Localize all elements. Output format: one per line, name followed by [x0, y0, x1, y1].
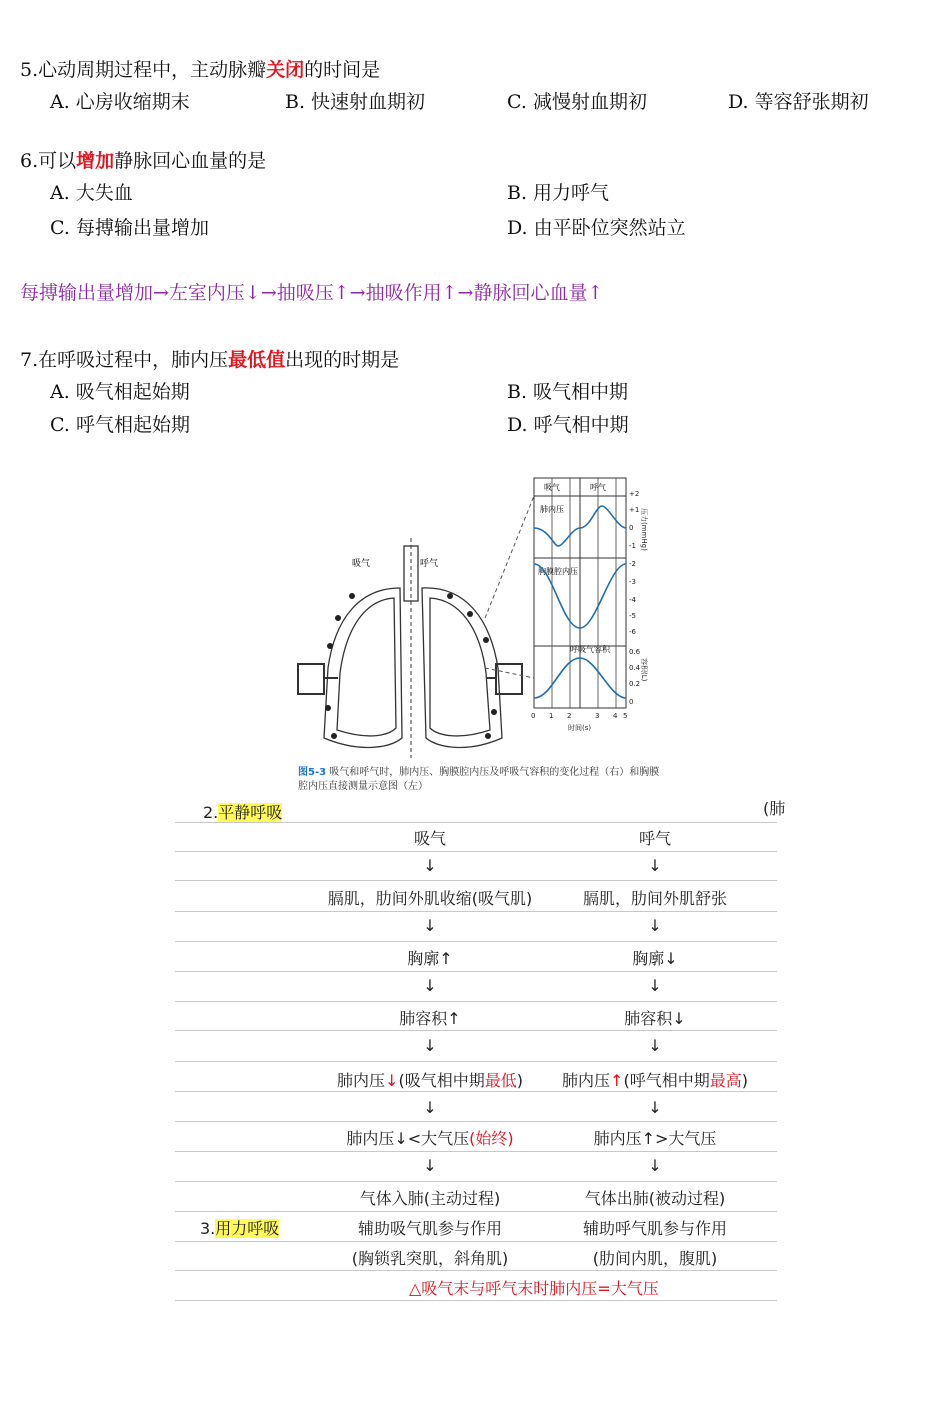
handwritten-notes — [175, 796, 786, 1302]
text: 肺内压 — [562, 1071, 611, 1090]
caption-text: 吸气和呼气时，肺内压、胸膜腔内压及呼吸气容积的变化过程（右）和胸膜腔内压直接测量示意图（左） — [298, 767, 660, 792]
q5-option-a: A. 心房收缩期末 — [50, 91, 190, 113]
q6-explanation: 每搏输出量增加→左室内压↓→抽吸压↑→抽吸作用↑→静脉回心血量↑ — [20, 282, 604, 304]
q5-option-d: D. 等容舒张期初 — [728, 91, 869, 113]
tick: 0 — [629, 698, 634, 706]
exhale-thorax: 胸廓↓ — [632, 949, 678, 968]
text: ) — [741, 1071, 748, 1090]
down-arrow: ↓ — [648, 976, 662, 995]
forced-title-text: 用力呼吸 — [215, 1219, 280, 1238]
question-number: 5. — [20, 59, 39, 81]
text: 肺内压 — [337, 1071, 386, 1090]
tick: 0.4 — [629, 664, 641, 672]
keyword-highlight: 增加 — [76, 150, 115, 172]
notes-footnote: △吸气末与呼气末时肺内压=大气压 — [409, 1279, 659, 1298]
inhale-muscles: 膈肌，肋间外肌收缩(吸气肌) — [327, 889, 533, 908]
exhale-muscles: 膈肌，肋间外肌舒张 — [582, 889, 727, 908]
x-axis-label: 时间(s) — [568, 724, 592, 732]
notes-title-text: 平静呼吸 — [218, 803, 283, 822]
down-arrow: ↓ — [423, 1156, 437, 1175]
down-arrow: ↓ — [648, 1156, 662, 1175]
inhale-heading: 吸气 — [413, 829, 446, 848]
question-text: 在呼吸过程中，肺内压 — [38, 349, 229, 371]
inhale-alveolar-pressure — [315, 1068, 545, 1091]
red-text: 最高 — [709, 1071, 742, 1090]
forced-exhale-muscles: 辅助呼气肌参与作用 — [582, 1219, 727, 1238]
q7-option-a: A. 吸气相起始期 — [50, 381, 190, 403]
x-tick: 0 — [531, 712, 536, 720]
forced-breathing-title — [200, 1216, 279, 1239]
question-text: 心动周期过程中，主动脉瓣 — [38, 59, 267, 81]
question-text: 静脉回心血量的是 — [114, 150, 267, 172]
exhale-alveolar-pressure — [555, 1068, 755, 1091]
panel-label-alveolar: 肺内压 — [540, 505, 564, 514]
inhale-lung-volume: 肺容积↑ — [399, 1009, 461, 1028]
q6-option-a: A. 大失血 — [50, 182, 133, 204]
forced-inhale-muscle-list: (胸锁乳突肌，斜角肌) — [351, 1249, 509, 1268]
inhale-pressure-compare — [315, 1126, 545, 1149]
red-text: (始终) — [469, 1129, 514, 1148]
question-7 — [20, 345, 399, 372]
down-arrow: ↓ — [648, 856, 662, 875]
notes-title-number: 2. — [203, 803, 219, 822]
forced-inhale-muscles: 辅助吸气肌参与作用 — [357, 1219, 502, 1238]
question-text: 出现的时期是 — [285, 349, 400, 371]
question-number: 6. — [20, 150, 39, 172]
tick: -6 — [629, 628, 636, 636]
down-arrow: ↓ — [648, 1036, 662, 1055]
text: 肺内压↓<大气压 — [346, 1129, 470, 1148]
notes-corner-text: (肺 — [763, 799, 786, 818]
figure-lung-pressure — [290, 468, 660, 798]
down-arrow: ↓ — [648, 1098, 662, 1117]
red-arrow: ↓ — [385, 1071, 399, 1090]
question-text: 的时间是 — [304, 59, 381, 81]
tick: 0.2 — [629, 680, 641, 688]
red-text: 最低 — [484, 1071, 517, 1090]
down-arrow: ↓ — [423, 976, 437, 995]
inhale-thorax: 胸廓↑ — [407, 949, 453, 968]
down-arrow: ↓ — [423, 1036, 437, 1055]
q7-option-c: C. 呼气相起始期 — [50, 414, 190, 436]
x-tick: 1 — [549, 712, 554, 720]
inhale-airflow: 气体入肺(主动过程) — [359, 1189, 501, 1208]
header-exhale: 呼气 — [590, 483, 606, 492]
x-tick: 5 — [623, 712, 628, 720]
q5-option-c: C. 减慢射血期初 — [507, 91, 647, 113]
tick: -5 — [629, 612, 636, 620]
down-arrow: ↓ — [648, 916, 662, 935]
forced-number: 3. — [200, 1219, 216, 1238]
q5-option-b: B. 快速射血期初 — [285, 91, 426, 113]
figure-caption — [298, 766, 668, 794]
text: (呼气相中期 — [623, 1071, 710, 1090]
text: (吸气相中期 — [398, 1071, 485, 1090]
text: ) — [516, 1071, 523, 1090]
tick: -4 — [629, 596, 636, 604]
exhale-heading: 呼气 — [638, 829, 671, 848]
header-inhale: 吸气 — [544, 483, 560, 492]
tick: -2 — [629, 560, 636, 568]
forced-exhale-muscle-list: (肋间内肌，腹肌) — [592, 1249, 718, 1268]
x-tick: 3 — [595, 712, 600, 720]
label-exhale: 呼气 — [420, 559, 439, 569]
question-number: 7. — [20, 349, 39, 371]
y-axis-label-pressure: 压力(mmHg) — [640, 508, 648, 551]
label-inhale: 吸气 — [352, 559, 371, 569]
down-arrow: ↓ — [423, 916, 437, 935]
red-arrow: ↑ — [610, 1071, 624, 1090]
exhale-pressure-compare: 肺内压↑>大气压 — [593, 1129, 717, 1148]
exhale-lung-volume: 肺容积↓ — [624, 1009, 686, 1028]
y-axis-label-volume: 容积(L) — [640, 658, 648, 682]
tick: 0 — [629, 524, 634, 532]
tick: +2 — [629, 490, 640, 498]
tick: +1 — [629, 506, 640, 514]
panel-label-volume: 呼吸气容积 — [570, 645, 610, 654]
x-tick: 2 — [567, 712, 572, 720]
keyword-highlight: 关闭 — [266, 59, 305, 81]
x-tick: 4 — [613, 712, 618, 720]
q6-option-c: C. 每搏输出量增加 — [50, 217, 209, 239]
question-text: 可以 — [38, 150, 77, 172]
q6-option-b: B. 用力呼气 — [507, 182, 610, 204]
down-arrow: ↓ — [423, 856, 437, 875]
question-6 — [20, 146, 266, 173]
tick: -3 — [629, 578, 636, 586]
panel-label-pleural: 胸膜腔内压 — [538, 567, 578, 576]
q6-option-d: D. 由平卧位突然站立 — [507, 217, 686, 239]
notes-title — [203, 800, 282, 823]
q7-option-d: D. 呼气相中期 — [507, 414, 629, 436]
tick: -1 — [629, 542, 636, 550]
pressure-chart — [531, 478, 649, 732]
tick: 0.6 — [629, 648, 641, 656]
caption-number: 图5-3 — [298, 767, 327, 778]
keyword-highlight: 最低值 — [228, 349, 286, 371]
q7-option-b: B. 吸气相中期 — [507, 381, 629, 403]
down-arrow: ↓ — [423, 1098, 437, 1117]
question-5 — [20, 55, 380, 82]
exhale-airflow: 气体出肺(被动过程) — [584, 1189, 726, 1208]
